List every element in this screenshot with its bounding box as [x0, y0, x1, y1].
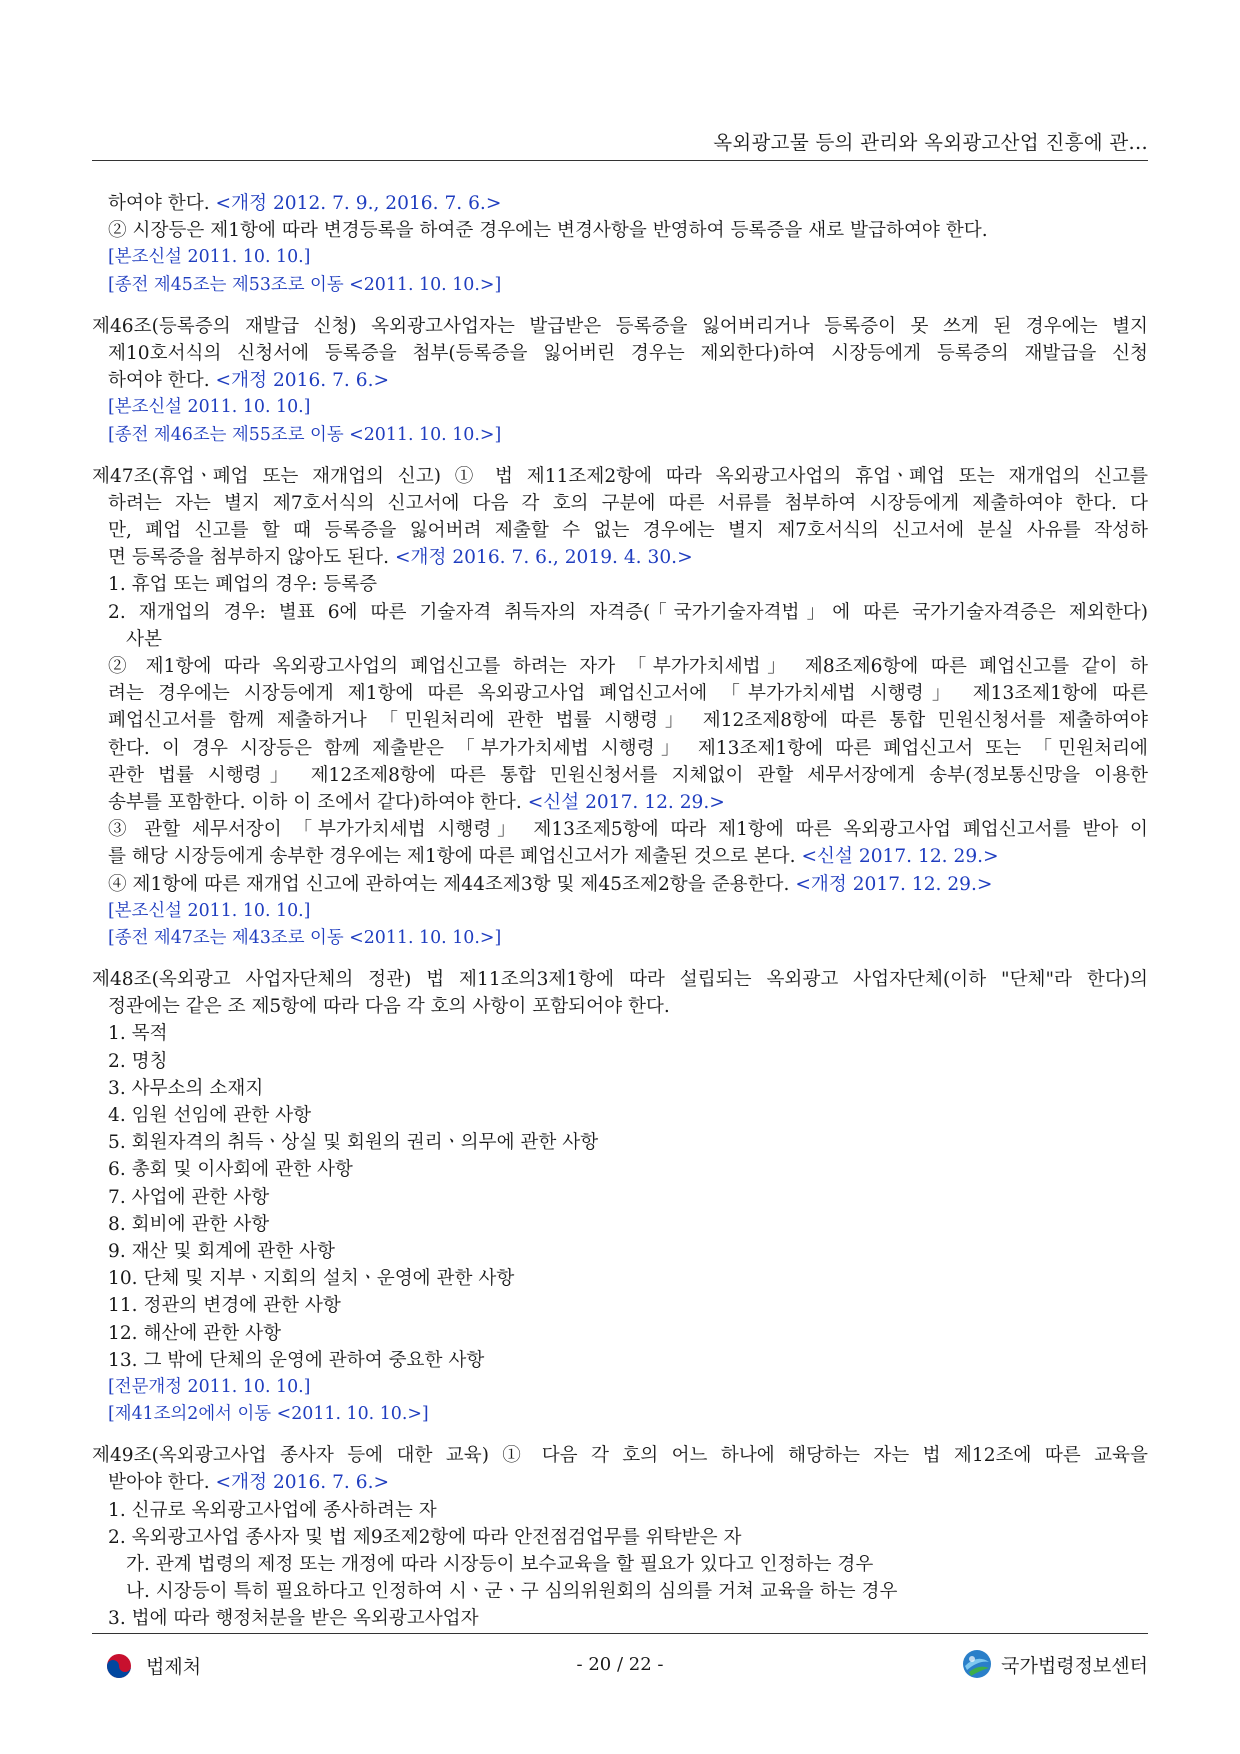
text-segment: [본조신설 2011. 10. 10.]	[108, 247, 311, 268]
footer-page-number: - 20 / 22 -	[576, 1654, 664, 1675]
text-line	[92, 762, 1148, 789]
text-line	[92, 1048, 1148, 1075]
text-segment: 송부를 포함한다. 이하 이 조에서 같다)하여야 한다.	[108, 791, 528, 813]
text-segment: 7. 사업에 관한 사항	[108, 1186, 270, 1208]
text-line	[92, 680, 1148, 707]
text-line	[92, 843, 1148, 870]
text-segment: [본조신설 2011. 10. 10.]	[108, 900, 311, 921]
text-segment: 를 해당 시장등에게 송부한 경우에는 제1항에 따른 폐업신고서가 제출된 것으로 본다.	[108, 846, 802, 868]
text-line	[92, 1211, 1148, 1238]
text-line	[92, 1524, 1148, 1551]
text-segment: 1. 목적	[108, 1023, 168, 1045]
text-line	[92, 707, 1148, 734]
text-segment: ④ 제1항에 따른 재개업 신고에 관하여는 제44조제3항 및 제45조제2항을 준용한다.	[108, 873, 796, 895]
text-line	[92, 1129, 1148, 1156]
footer-center-name: 국가법령정보센터	[1001, 1654, 1148, 1677]
text-line	[92, 217, 1148, 244]
revision-note-line	[92, 244, 1148, 271]
header-rule	[92, 160, 1148, 161]
revision-note-line	[92, 925, 1148, 952]
text-line	[92, 1605, 1148, 1632]
text-segment: 사본	[126, 628, 162, 650]
paragraph-gap	[92, 449, 1148, 463]
text-line	[92, 1238, 1148, 1265]
amendment-tag: <개정 2016. 7. 6.>	[215, 370, 390, 392]
text-segment: [본조신설 2011. 10. 10.]	[108, 397, 311, 418]
amendment-tag: <개정 2016. 7. 6., 2019. 4. 30.>	[394, 547, 693, 569]
text-segment: 6. 총회 및 이사회에 관한 사항	[108, 1159, 353, 1181]
revision-note-line	[92, 394, 1148, 421]
text-segment: 제46조(등록증의 재발급 신청) 옥외광고사업자는 발급받은 등록증을 잃어버리거나 등록증이 못 쓰게 된 경우에는 별지	[92, 315, 1148, 337]
paragraph-gap	[92, 952, 1148, 966]
revision-note-line	[92, 1401, 1148, 1428]
amendment-tag: <신설 2017. 12. 29.>	[527, 791, 725, 813]
revision-note-line	[92, 898, 1148, 925]
text-line	[92, 1442, 1148, 1469]
revision-note-line	[92, 1374, 1148, 1401]
amendment-tag: <신설 2017. 12. 29.>	[801, 846, 999, 868]
text-line	[92, 1184, 1148, 1211]
text-segment: 9. 재산 및 회계에 관한 사항	[108, 1240, 335, 1262]
footer-rule	[92, 1633, 1148, 1634]
text-segment: [종전 제46조는 제55조로 이동 <2011. 10. 10.>]	[108, 424, 502, 445]
footer-right	[961, 1648, 1148, 1680]
text-line	[92, 789, 1148, 816]
text-segment: 폐업신고서를 함께 제출하거나 「민원처리에 관한 법률 시행령」 제12조제8항에 따른 통합 민원신청서를 제출하여야	[108, 710, 1148, 732]
text-line	[92, 1551, 1148, 1578]
text-line	[92, 463, 1148, 490]
text-segment: 8. 회비에 관한 사항	[108, 1213, 270, 1235]
text-segment: 2. 명칭	[108, 1050, 168, 1072]
text-line	[92, 735, 1148, 762]
text-line	[92, 544, 1148, 571]
text-segment: 1. 휴업 또는 폐업의 경우: 등록증	[108, 574, 378, 596]
text-line	[92, 340, 1148, 367]
text-line	[92, 571, 1148, 598]
text-segment: [종전 제47조는 제43조로 이동 <2011. 10. 10.>]	[108, 927, 502, 948]
text-line	[92, 653, 1148, 680]
text-line	[92, 1265, 1148, 1292]
text-line	[92, 1578, 1148, 1605]
text-line	[92, 367, 1148, 394]
text-segment: 하여야 한다.	[108, 193, 216, 214]
text-segment: 11. 정관의 변경에 관한 사항	[108, 1295, 341, 1317]
text-segment: 가. 관계 법령의 제정 또는 개정에 따라 시장등이 보수교육을 할 필요가 있다고 인정하는 경우	[126, 1554, 874, 1575]
text-segment: 받아야 한다.	[108, 1472, 216, 1494]
header-title: 옥외광고물 등의 관리와 옥외광고산업 진흥에 관...	[713, 131, 1148, 154]
text-segment: 관한 법률 시행령」 제12조제8항에 따른 통합 민원신청서를 지체없이 관할 세무서장에게 송부(정보통신망을 이용한	[108, 764, 1148, 786]
text-line	[92, 626, 1148, 653]
text-line	[92, 1020, 1148, 1047]
text-line	[92, 313, 1148, 340]
text-segment: 정관에는 같은 조 제5항에 따라 다음 각 호의 사항이 포함되어야 한다.	[108, 996, 670, 1018]
text-segment: ② 시장등은 제1항에 따라 변경등록을 하여준 경우에는 변경사항을 반영하여 등록증을 새로 발급하여야 한다.	[108, 220, 988, 242]
revision-note-line	[92, 422, 1148, 449]
text-line	[92, 816, 1148, 843]
text-line	[92, 1156, 1148, 1183]
text-segment: 10. 단체 및 지부ㆍ지회의 설치ㆍ운영에 관한 사항	[108, 1268, 515, 1290]
footer-agency-name: 법제처	[146, 1656, 202, 1678]
text-segment: 제48조(옥외광고 사업자단체의 정관) 법 제11조의3제1항에 따라 설립되는 옥외광고 사업자단체(이하 "단체"라 한다)의	[92, 969, 1148, 991]
globe-logo-icon	[961, 1648, 993, 1680]
text-line	[92, 966, 1148, 993]
text-segment: 제49조(옥외광고사업 종사자 등에 대한 교육) ① 다음 각 호의 어느 하나에 해당하는 자는 법 제12조에 따른 교육을	[92, 1445, 1148, 1467]
text-segment: 면 등록증을 첨부하지 않아도 된다.	[108, 547, 395, 569]
text-line	[92, 1347, 1148, 1374]
text-line	[92, 871, 1148, 898]
text-segment: [전문개정 2011. 10. 10.]	[108, 1376, 311, 1397]
paragraph-gap	[92, 1428, 1148, 1442]
text-segment: ② 제1항에 따라 옥외광고사업의 폐업신고를 하려는 자가 「부가가치세법」 제8조제6항에 따른 폐업신고를 같이 하	[108, 656, 1148, 677]
text-line	[92, 993, 1148, 1020]
text-line	[92, 1469, 1148, 1496]
document-body	[92, 190, 1148, 1633]
paragraph-gap	[92, 299, 1148, 313]
text-segment: 3. 사무소의 소재지	[108, 1077, 264, 1099]
text-line	[92, 1102, 1148, 1129]
amendment-tag: <개정 2012. 7. 9., 2016. 7. 6.>	[215, 193, 502, 214]
text-segment: 만, 폐업 신고를 할 때 등록증을 잃어버려 제출할 수 없는 경우에는 별지 제7호서식의 신고서에 분실 사유를 작성하	[108, 520, 1148, 542]
text-line	[92, 1292, 1148, 1319]
text-segment: 나. 시장등이 특히 필요하다고 인정하여 시ㆍ군ㆍ구 심의위원회의 심의를 거쳐 교육을 하는 경우	[126, 1581, 898, 1603]
text-segment: 5. 회원자격의 취득ㆍ상실 및 회원의 권리ㆍ의무에 관한 사항	[108, 1132, 599, 1154]
text-segment: ③ 관할 세무서장이 「부가가치세법 시행령」 제13조제5항에 따라 제1항에 따른 옥외광고사업 폐업신고서를 받아 이	[108, 819, 1148, 841]
text-segment: 제10호서식의 신청서에 등록증을 첨부(등록증을 잃어버린 경우는 제외한다)하여 시장등에게 등록증의 재발급을 신청	[108, 342, 1148, 364]
revision-note-line	[92, 272, 1148, 299]
text-segment: 한다. 이 경우 시장등은 함께 제출받은 「부가가치세법 시행령」 제13조제1항에 따른 폐업신고서 또는 「민원처리에	[108, 737, 1148, 759]
text-segment: [종전 제45조는 제53조로 이동 <2011. 10. 10.>]	[108, 274, 502, 295]
text-line	[92, 1320, 1148, 1347]
text-segment: [제41조의2에서 이동 <2011. 10. 10.>]	[108, 1404, 429, 1425]
amendment-tag: <개정 2017. 12. 29.>	[795, 873, 993, 895]
amendment-tag: <개정 2016. 7. 6.>	[215, 1472, 390, 1494]
text-segment: 하려는 자는 별지 제7호서식의 신고서에 다음 각 호의 구분에 따른 서류를 첨부하여 시장등에게 제출하여야 한다. 다	[108, 492, 1148, 514]
text-segment: 려는 경우에는 시장등에게 제1항에 따른 옥외광고사업 폐업신고서에 「부가가치세법 시행령」 제13조제1항에 따른	[108, 683, 1148, 705]
text-line	[92, 517, 1148, 544]
text-segment: 2. 옥외광고사업 종사자 및 법 제9조제2항에 따라 안전점검업무를 위탁받은 자	[108, 1526, 742, 1548]
text-line	[92, 490, 1148, 517]
text-segment: 하여야 한다.	[108, 370, 216, 392]
text-line	[92, 599, 1148, 626]
text-segment: 13. 그 밖에 단체의 운영에 관하여 중요한 사항	[108, 1349, 485, 1371]
text-segment: 2. 재개업의 경우: 별표 6에 따른 기술자격 취득자의 자격증(「국가기술자격법」에 따른 국가기술자격증은 제외한다)	[108, 601, 1148, 623]
text-segment: 4. 임원 선임에 관한 사항	[108, 1105, 312, 1126]
text-segment: 3. 법에 따라 행정처분을 받은 옥외광고사업자	[108, 1608, 479, 1630]
text-segment: 제47조(휴업ㆍ폐업 또는 재개업의 신고) ① 법 제11조제2항에 따라 옥외광고사업의 휴업ㆍ폐업 또는 재개업의 신고를	[92, 465, 1148, 487]
text-line	[92, 1497, 1148, 1524]
text-segment: 12. 해산에 관한 사항	[108, 1322, 282, 1344]
text-line	[92, 190, 1148, 217]
text-segment: 1. 신규로 옥외광고사업에 종사하려는 자	[108, 1499, 437, 1521]
text-line	[92, 1075, 1148, 1102]
